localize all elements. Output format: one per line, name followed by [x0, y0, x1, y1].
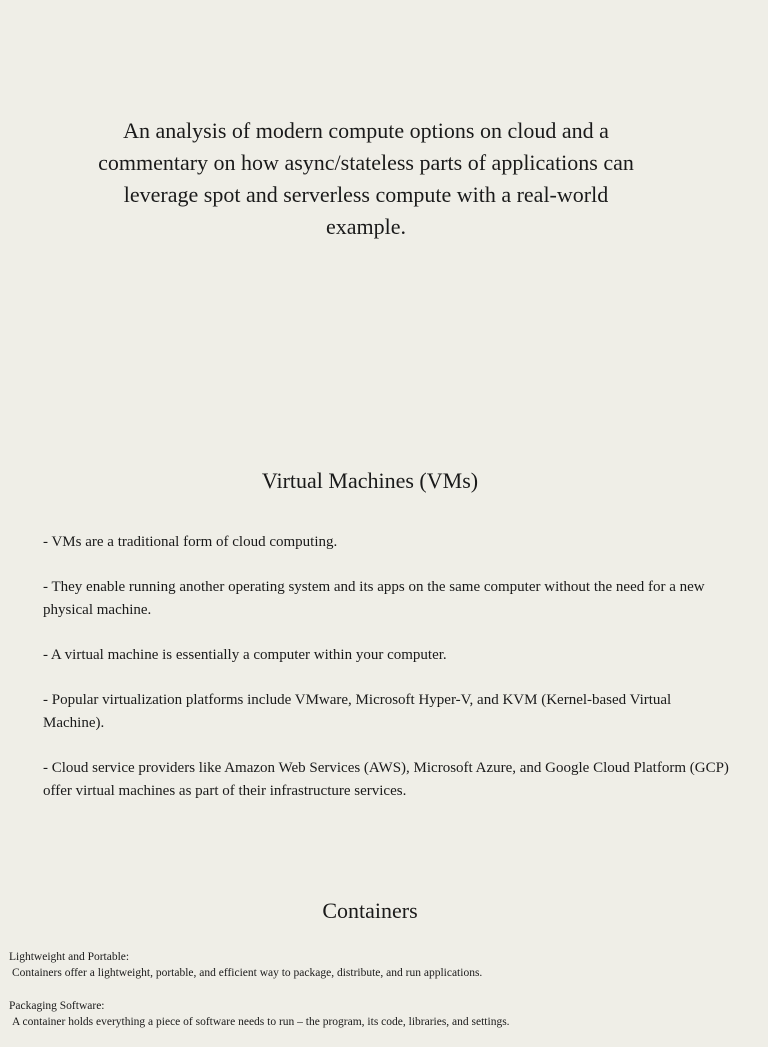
item-text: Containers offer a lightweight, portable, and efficient way to package, distribute, and run applications.	[12, 967, 483, 979]
list-item: - They enable running another operating system and its apps on the same computer without the need for a new physical machine.	[43, 579, 705, 618]
list-item: - VMs are a traditional form of cloud computing.	[43, 534, 338, 550]
item-heading: Lightweight and Portable:	[9, 951, 130, 963]
section-title-vms: Virtual Machines (VMs)	[261, 468, 479, 493]
vm-points-list	[43, 531, 733, 825]
list-item	[9, 998, 749, 1030]
list-item	[9, 949, 749, 981]
containers-list	[9, 949, 749, 1047]
section-title-containers: Containers	[322, 898, 418, 923]
list-item: - Popular virtualization platforms include VMware, Microsoft Hyper-V, and KVM (Kernel-based Virtual Machine).	[43, 692, 672, 731]
item-heading: Packaging Software:	[9, 1000, 105, 1012]
intro-paragraph: An analysis of modern compute options on cloud and a commentary on how async/stateless parts of applications can leverage spot and serverless compute with a real-world example.	[98, 118, 634, 239]
list-item: - A virtual machine is essentially a computer within your computer.	[43, 647, 447, 663]
list-item: - Cloud service providers like Amazon Web Services (AWS), Microsoft Azure, and Google Cloud Platform (GCP) offer virtual machines as part of their infrastructure services.	[43, 760, 729, 799]
item-text: A container holds everything a piece of software needs to run – the program, its code, libraries, and settings.	[12, 1016, 510, 1028]
